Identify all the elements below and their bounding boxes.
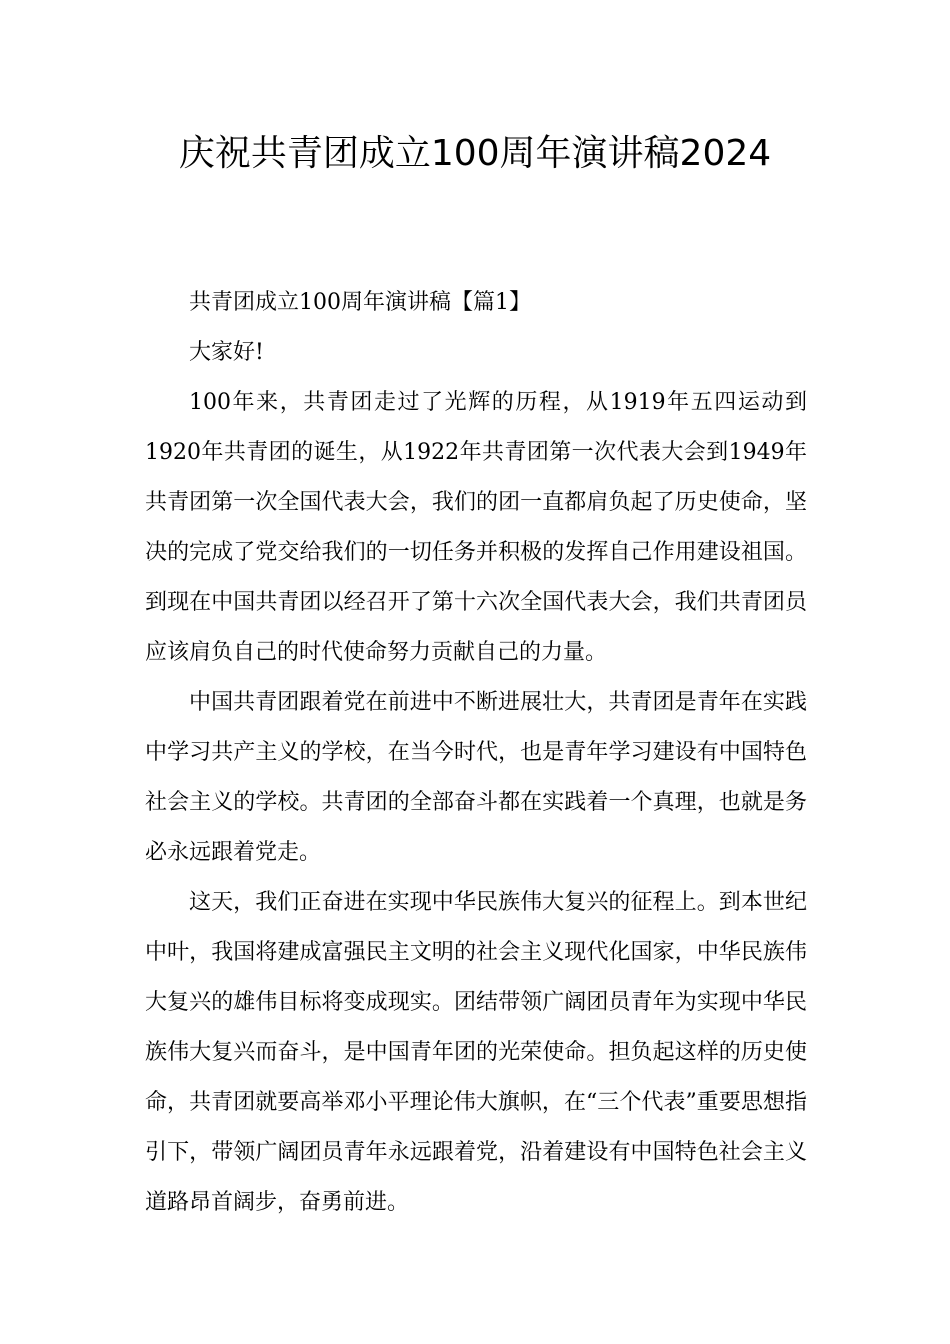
paragraph-1: 100年来，共青团走过了光辉的历程，从1919年五四运动到1920年共青团的诞生，从1922年共青团第一次代表大会到1949年共青团第一次全国代表大会，我们的团一直都肩负起了历史使命，坚决的完成了党交给我们的一切任务并积极的发挥自己作用建设祖国。到现在中国共青团以经召开了第十六次全国代表大会，我们共青团员应该肩负自己的时代使命努力贡献自己的力量。	[145, 390, 807, 665]
paragraph-3: 这天，我们正奋进在实现中华民族伟大复兴的征程上。到本世纪中叶，我国将建成富强民主文明的社会主义现代化国家，中华民族伟大复兴的雄伟目标将变成现实。团结带领广阔团员青年为实现中华民族伟大复兴而奋斗，是中国青年团的光荣使命。担负起这样的历史使命，共青团就要高举邓小平理论伟大旗帜，在“三个代表”重要思想指引下，带领广阔团员青年永远跟着党，沿着建设有中国特色社会主义道路昂首阔步，奋勇前进。	[145, 890, 807, 1215]
section-heading: 共青团成立100周年演讲稿【篇1】	[189, 290, 531, 315]
document-title: 庆祝共青团成立100周年演讲稿2024	[178, 133, 772, 174]
document-body	[145, 278, 807, 1228]
greeting: 大家好!	[189, 340, 264, 365]
paragraph-2: 中国共青团跟着党在前进中不断进展壮大，共青团是青年在实践中学习共产主义的学校，在当今时代，也是青年学习建设有中国特色社会主义的学校。共青团的全部奋斗都在实践着一个真理，也就是务必永远跟着党走。	[145, 690, 807, 865]
